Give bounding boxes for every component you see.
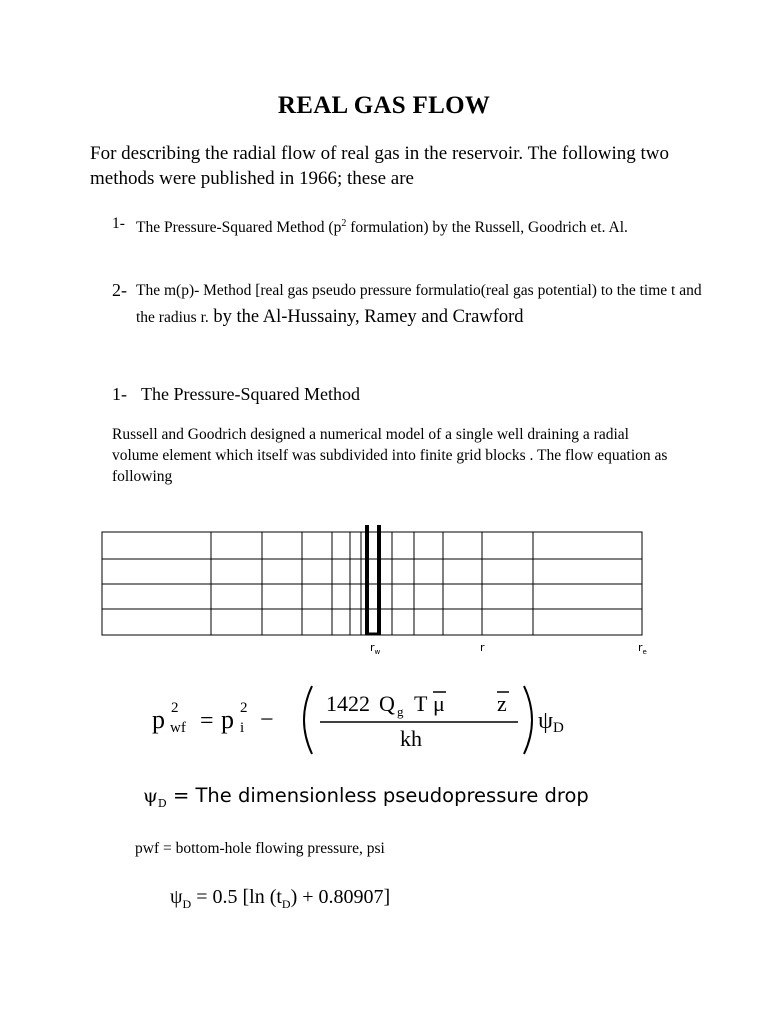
label-rw — [370, 641, 380, 656]
label-rw-sub: w — [374, 648, 381, 657]
list-number: 2- — [112, 280, 127, 300]
eq-lhs-sup: 2 — [171, 700, 179, 716]
psi-sub: D — [157, 796, 167, 810]
left-paren — [304, 686, 312, 754]
eq3-text-before: = 0.5 [ln (t — [191, 886, 282, 908]
intro-paragraph: For describing the radial flow of real gas in the reservoir. The following two methods were published in 1966; these are — [90, 143, 669, 189]
right-paren — [524, 686, 532, 754]
section-title: The Pressure-Squared Method — [141, 384, 360, 404]
list-text-part: The m(p)- Method [real gas pseudo pressure formulatio(real gas potential) to the time t and the radius r. — [136, 282, 702, 326]
pwf-definition: pwf = bottom-hole flowing pressure, psi — [135, 840, 385, 857]
psi-base: ψ — [170, 886, 183, 908]
eq-num-q-sub: g — [397, 704, 404, 719]
list-text — [136, 214, 682, 238]
eq-num-mu: μ — [433, 691, 445, 716]
eq-equals: = — [200, 708, 214, 734]
list-text-part: formulation) by the Russell, Goodrich et. Al. — [346, 219, 628, 237]
label-re-base: r — [638, 641, 643, 654]
eq3-text-after: ) + 0.80907] — [290, 886, 391, 908]
label-rw-base: r — [370, 641, 375, 654]
list-text-part: by the Al-Hussainy, Ramey and Crawford — [208, 307, 524, 327]
eq-rhs-sup: 2 — [240, 700, 248, 716]
psi-base: ψ — [143, 785, 158, 807]
psi-definition-text: = The dimensionless pseudopressure drop — [172, 784, 589, 807]
eq-psi-sub: D — [553, 720, 564, 736]
list-number: 1- — [112, 215, 125, 232]
eq-num-q: Q — [379, 691, 395, 716]
psi-d-equation — [170, 886, 390, 912]
psi-sub: D — [182, 897, 192, 911]
label-re-sub: e — [642, 648, 647, 657]
t-sub: D — [281, 897, 291, 911]
psi-symbol — [143, 785, 167, 810]
list-text — [136, 277, 702, 331]
eq-rhs-base: p — [221, 705, 234, 734]
label-r: r — [480, 641, 485, 654]
eq-num-coef: 1422 — [326, 691, 370, 716]
psi-definition — [143, 784, 589, 810]
section-paragraph: Russell and Goodrich designed a numerical model of a single well draining a radial volume element which itself was subdivided into finite grid blocks . The flow equation as following — [112, 426, 668, 485]
pressure-squared-equation — [148, 680, 608, 760]
eq-lhs-base: p — [152, 705, 165, 734]
label-re — [638, 641, 647, 656]
eq-minus: − — [260, 707, 274, 733]
eq-lhs-sub: wf — [170, 720, 186, 736]
section-number: 1- — [112, 384, 127, 404]
eq-rhs-sub: i — [240, 720, 245, 736]
eq-psi: ψ — [538, 708, 554, 734]
superscript: 2 — [341, 218, 347, 229]
list-text-part: The Pressure-Squared Method (p — [136, 219, 342, 237]
eq-denominator: kh — [400, 726, 422, 751]
eq-num-t: T — [414, 691, 428, 716]
page-title: REAL GAS FLOW — [277, 92, 491, 119]
eq-num-z: z — [497, 691, 507, 716]
